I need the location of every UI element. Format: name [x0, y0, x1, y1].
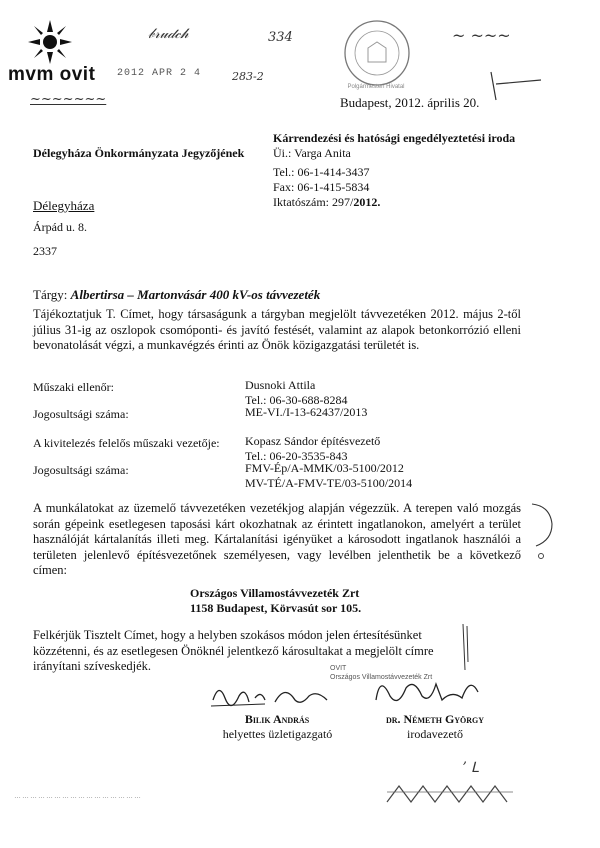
signature-bilik-icon: [205, 676, 335, 716]
handwritten-number: 334: [268, 30, 293, 45]
handwritten-note-top-left: 𝒷𝓇𝓊𝒹𝒸𝒽: [148, 26, 189, 42]
office-contact: Üi.: Varga Anita: [273, 146, 351, 160]
margin-bracket-icon: [528, 500, 558, 550]
subject-label: Tárgy:: [33, 287, 68, 302]
reference-label: Iktatószám: 297/: [273, 195, 354, 209]
company-stamp-line2: Országos Villamostávvezeték Zrt: [330, 674, 433, 681]
footer-text: …………………………………………: [14, 793, 142, 800]
supervisor-license-label: Jogosultsági száma:: [33, 407, 129, 421]
sun-logo-icon: [28, 20, 72, 64]
company-address-line1: Országos Villamostávvezeték Zrt: [190, 586, 360, 600]
company-address-line2: 1158 Budapest, Körvasút sor 105.: [190, 601, 362, 615]
damage-paragraph: A munkálatokat az üzemelő távvezetéken vezetékjog alapján végezzük. A terepen való mozgás során gépeink esetlegesen taposási kárt okozhatnak az érintett ingatlanokon, amelyért a terület használóját kártalanítás illeti meg. Kártalanítási igényüket a károsodott ingatlanok használói a területen jelenlevő építésvezetőnek személyesen, vagy levélben jelenthetik be a következő címen:: [33, 501, 521, 577]
date-line: Budapest, 2012. április 20.: [340, 95, 480, 110]
round-seal-caption: Polgármesteri Hivatal: [347, 84, 405, 90]
manager-license-1: FMV-Ép/A-MMK/03-5100/2012: [245, 461, 404, 475]
logo-wordmark: mvm ovit: [8, 64, 96, 85]
reference-year: 2012.: [353, 195, 381, 209]
supervisor-label: Műszaki ellenőr:: [33, 380, 114, 394]
office-reference: [273, 195, 380, 210]
handwritten-mark-bottom: ʼ ᒪ: [462, 760, 479, 776]
manager-phone: Tel.: 06-20-3535-843: [245, 449, 348, 463]
recipient-name: Délegyháza Önkormányzata Jegyzőjének: [33, 146, 245, 160]
signer-1-name: Bilik András: [244, 712, 310, 726]
company-logo: [8, 20, 118, 90]
supervisor-license: ME-VI./I-13-62437/2013: [245, 405, 368, 419]
request-paragraph: Felkérjük Tisztelt Címet, hogy a helyben szokásos módon jelen értesítésünket közzétenni, és az esetlegesen Önöknél jelentkező károsultakat a megjelölt címre irányítani szíveskedjék.: [33, 628, 434, 673]
handwritten-note-right: ~ ~~~: [452, 26, 511, 45]
office-fax: Fax: 06-1-415-5834: [273, 180, 370, 194]
office-phone: Tel.: 06-1-414-3437: [273, 165, 370, 179]
office-name: Kárrendezési és hatósági engedélyeztetési iroda: [273, 131, 516, 145]
handwritten-arrow-icon: [486, 62, 546, 102]
signature-nemeth-icon: [366, 670, 486, 714]
manager-license-label: Jogosultsági száma:: [33, 463, 129, 477]
round-seal-icon: [342, 18, 412, 88]
subject-line: [33, 287, 320, 303]
recipient-street: Árpád u. 8.: [33, 220, 87, 234]
registration-number: 283-2: [232, 70, 264, 83]
handwritten-note-left: ~~~~~~~: [30, 92, 107, 107]
recipient-city: Délegyháza: [33, 198, 95, 213]
received-date: 2012 APR 2 4: [117, 68, 202, 79]
recipient-zip: 2337: [33, 244, 57, 258]
signer-1-title: helyettes üzletigazgató: [222, 727, 333, 741]
signer-2-title: irodavezető: [407, 727, 463, 741]
intro-paragraph: Tájékoztatjuk T. Címet, hogy társaságunk a tárgyban megjelölt távvezetéken 2012. május 2-től július 31-ig az oszlopok csomóponti- és javító festését, valamint az alapok betonkorrózió elleni bevonatolását végzi, a munkavégzés érinti az Önök közigazgatási területét is.: [33, 307, 521, 352]
manager-name: Kopasz Sándor építésvezető: [245, 434, 381, 448]
signer-2-name: dr. Németh György: [385, 712, 485, 726]
manager-label: A kivitelezés felelős műszaki vezetője:: [33, 436, 220, 450]
manager-license-2: MV-TÉ/A-FMV-TE/03-5100/2014: [245, 476, 413, 490]
supervisor-phone: Tel.: 06-30-688-8284: [245, 393, 348, 407]
company-stamp-line1: OVIT: [330, 665, 347, 672]
margin-dot-icon: [538, 553, 544, 559]
supervisor-name: Dusnoki Attila: [245, 378, 316, 392]
footer-pattern-icon: [385, 782, 515, 806]
margin-line-icon: [458, 622, 472, 672]
subject-text: Albertirsa – Martonvásár 400 kV-os távvezeték: [70, 287, 321, 302]
received-date-stamp: [117, 68, 201, 79]
